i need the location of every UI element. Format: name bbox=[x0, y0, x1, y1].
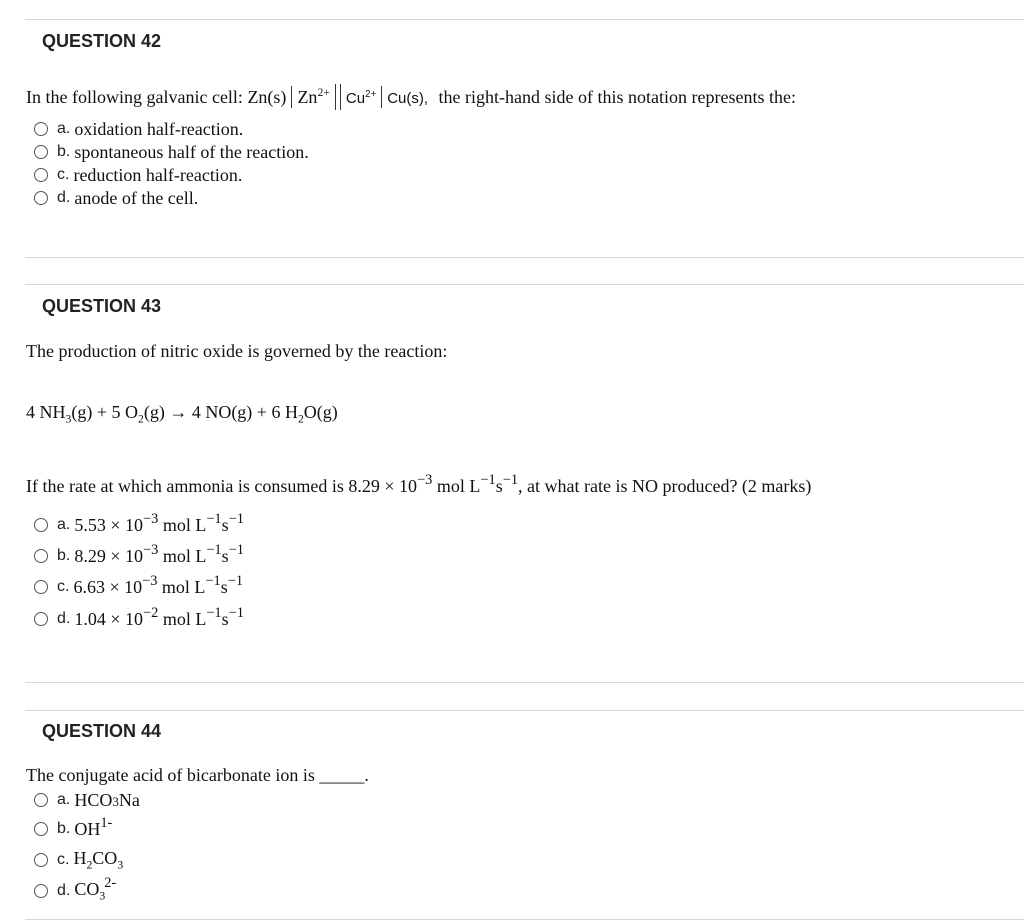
radio-button[interactable] bbox=[34, 580, 48, 594]
question-43-bottom-divider bbox=[25, 682, 1024, 683]
radio-button[interactable] bbox=[34, 518, 48, 532]
option-value: $8.29 \times 10^{-3}$ mol $L^{-1}s^{-1}$ bbox=[74, 541, 244, 566]
q42-option-a[interactable] bbox=[34, 118, 243, 140]
option-letter: b. bbox=[57, 547, 71, 564]
radio-button[interactable] bbox=[34, 793, 48, 807]
option-formula: $CO_3^{2-}$ bbox=[74, 875, 117, 903]
option-letter: b. bbox=[57, 143, 71, 160]
cell-right-solid: Cu(s), bbox=[387, 90, 429, 107]
radio-button[interactable] bbox=[34, 612, 48, 626]
option-formula: $H_2CO_3$ bbox=[73, 848, 124, 872]
radio-button[interactable] bbox=[34, 191, 48, 205]
option-value: $1.04 \times 10^{-2}$ mol $L^{-1}s^{-1}$ bbox=[74, 604, 244, 629]
question-43-stem: The production of nitric oxide is governed by the reaction: bbox=[26, 341, 448, 361]
option-letter: d. bbox=[57, 882, 71, 899]
top-divider bbox=[25, 19, 1024, 20]
q42-option-b[interactable] bbox=[34, 141, 309, 163]
option-letter: d. bbox=[57, 189, 71, 206]
phase-boundary-line bbox=[291, 86, 292, 108]
radio-button[interactable] bbox=[34, 145, 48, 159]
option-letter: c. bbox=[57, 166, 70, 183]
option-text: anode of the cell. bbox=[74, 187, 199, 208]
phase-boundary-line bbox=[381, 86, 382, 108]
option-text: reduction half-reaction. bbox=[73, 164, 243, 185]
cell-left-ion: $Zn^{2+}$ bbox=[297, 86, 330, 107]
rate-question: If the rate at which ammonia is consumed is $8.29 \times 10^{-3}$ mol $L^{-1}s^{-1}$, at what rate is NO produced? (2 marks) bbox=[26, 472, 812, 496]
radio-button[interactable] bbox=[34, 122, 48, 136]
q43-option-a[interactable] bbox=[34, 512, 244, 538]
q43-option-d[interactable] bbox=[34, 606, 244, 632]
option-formula: HCO3Na bbox=[74, 789, 140, 810]
radio-button[interactable] bbox=[34, 822, 48, 836]
question-43-title: QUESTION 43 bbox=[42, 296, 162, 316]
option-letter: b. bbox=[57, 820, 71, 837]
cell-left-solid: Zn(s) bbox=[247, 87, 287, 107]
q42-option-d[interactable] bbox=[34, 187, 198, 209]
option-formula: $OH^{1-}$ bbox=[74, 814, 113, 839]
question-44-bottom-divider bbox=[25, 919, 1024, 920]
option-value: $5.53 \times 10^{-3}$ mol $L^{-1}s^{-1}$ bbox=[74, 510, 244, 535]
radio-button[interactable] bbox=[34, 549, 48, 563]
q44-option-b[interactable] bbox=[34, 816, 112, 842]
option-letter: c. bbox=[57, 851, 70, 868]
reaction-equation: 4 $NH_3(g) + 5$ $O_2(g) \to 4$ NO(g) + 6 $H_2O(g)$ bbox=[26, 402, 338, 426]
q44-option-c[interactable] bbox=[34, 847, 123, 873]
q44-option-a[interactable] bbox=[34, 789, 140, 811]
radio-button[interactable] bbox=[34, 884, 48, 898]
option-letter: a. bbox=[57, 516, 71, 533]
q43-option-c[interactable] bbox=[34, 574, 243, 600]
question-43-top-divider bbox=[25, 284, 1024, 285]
q44-option-d[interactable] bbox=[34, 877, 116, 905]
option-letter: a. bbox=[57, 120, 71, 137]
question-42-stem bbox=[26, 84, 796, 110]
option-text: spontaneous half of the reaction. bbox=[74, 141, 309, 162]
stem-suffix: the right-hand side of this notation represents the: bbox=[438, 87, 796, 107]
option-text: oxidation half-reaction. bbox=[74, 118, 244, 139]
radio-button[interactable] bbox=[34, 853, 48, 867]
option-letter: d. bbox=[57, 610, 71, 627]
question-42-title: QUESTION 42 bbox=[42, 31, 162, 51]
cell-right-ion: $Cu^{2+}$ bbox=[345, 89, 377, 107]
salt-bridge-double-line bbox=[335, 84, 341, 110]
question-44-title: QUESTION 44 bbox=[42, 721, 162, 741]
q43-option-b[interactable] bbox=[34, 543, 244, 569]
q42-option-c[interactable] bbox=[34, 164, 242, 186]
radio-button[interactable] bbox=[34, 168, 48, 182]
question-44-stem: The conjugate acid of bicarbonate ion is _____. bbox=[26, 765, 369, 785]
question-44-top-divider bbox=[25, 710, 1024, 711]
stem-prefix: In the following galvanic cell: bbox=[26, 87, 243, 107]
option-value: $6.63 \times 10^{-3}$ mol $L^{-1}s^{-1}$ bbox=[73, 572, 244, 597]
option-letter: a. bbox=[57, 791, 71, 808]
option-letter: c. bbox=[57, 578, 70, 595]
question-42-bottom-divider bbox=[25, 257, 1024, 258]
